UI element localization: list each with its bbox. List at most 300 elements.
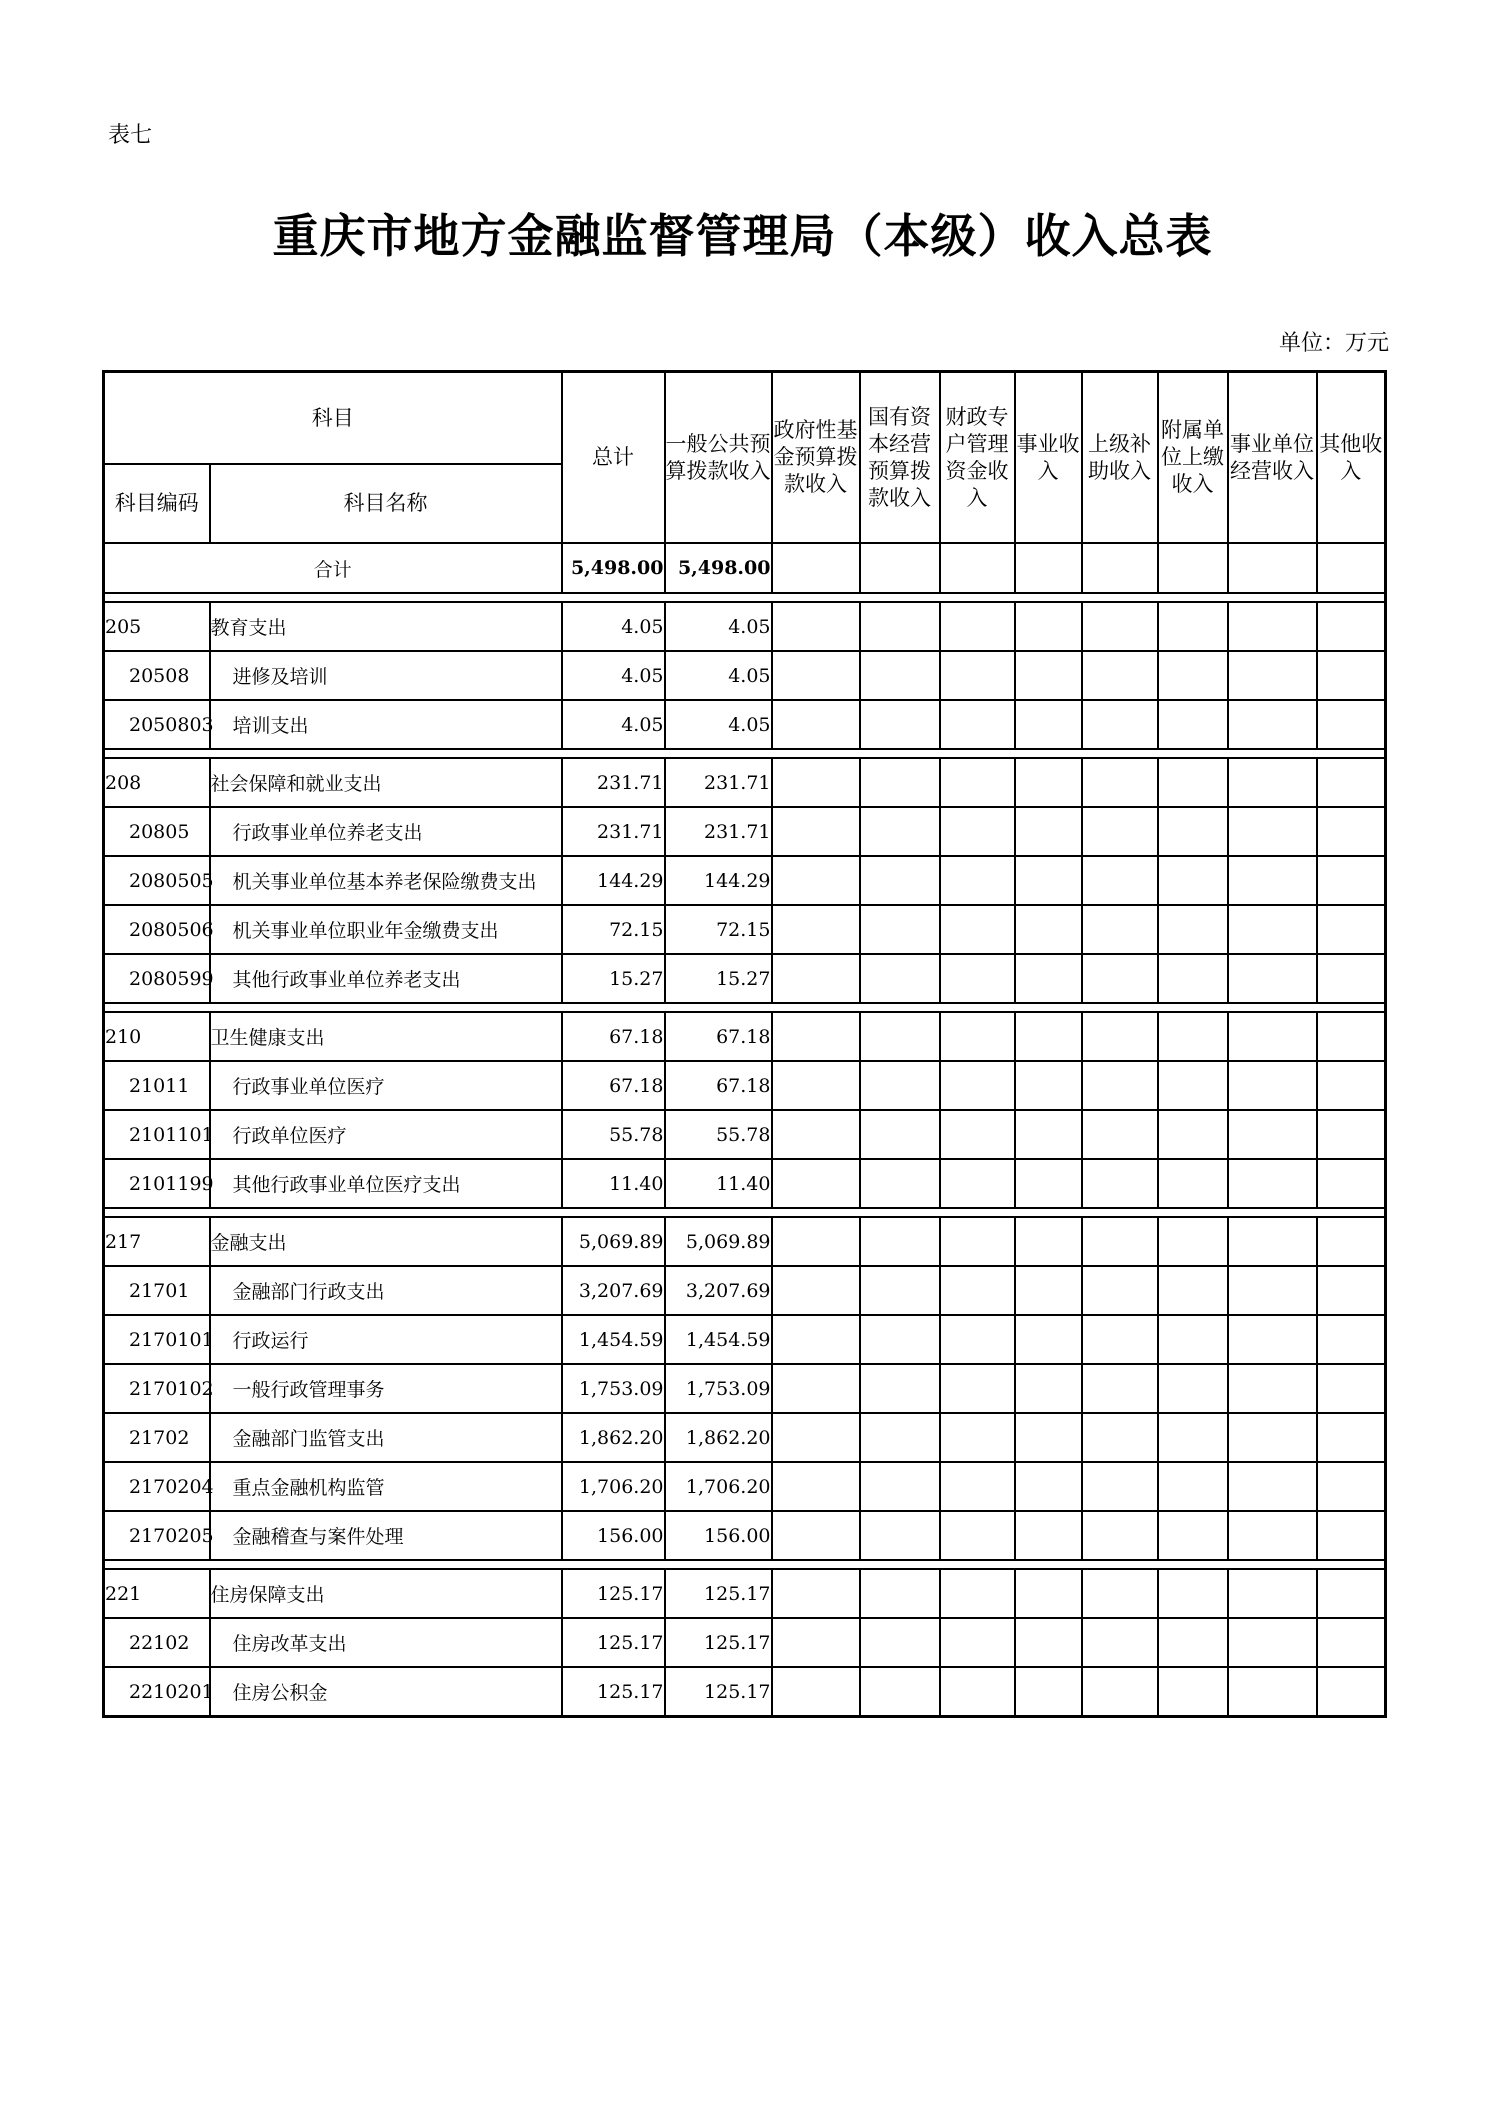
row-total: 72.15 bbox=[562, 905, 665, 954]
empty-cell bbox=[1082, 1569, 1158, 1618]
table-row bbox=[104, 758, 1386, 807]
empty-cell bbox=[1228, 1364, 1317, 1413]
row-code: 21701 bbox=[104, 1266, 210, 1315]
empty-cell bbox=[772, 1012, 860, 1061]
empty-cell bbox=[1317, 700, 1386, 749]
empty-cell bbox=[860, 1012, 940, 1061]
empty-cell bbox=[772, 1462, 860, 1511]
row-general-budget: 1,753.09 bbox=[665, 1364, 772, 1413]
total-label: 合计 bbox=[104, 543, 562, 593]
row-total: 11.40 bbox=[562, 1159, 665, 1208]
row-code: 2170205 bbox=[104, 1511, 210, 1560]
row-code: 21702 bbox=[104, 1413, 210, 1462]
empty-cell bbox=[1015, 651, 1082, 700]
empty-cell bbox=[1158, 1061, 1228, 1110]
row-general-budget: 231.71 bbox=[665, 807, 772, 856]
empty-cell bbox=[1317, 1618, 1386, 1667]
empty-cell bbox=[1228, 1266, 1317, 1315]
row-total: 4.05 bbox=[562, 651, 665, 700]
empty-cell bbox=[1158, 954, 1228, 1003]
empty-cell bbox=[1317, 1462, 1386, 1511]
row-code: 2170204 bbox=[104, 1462, 210, 1511]
row-name: 重点金融机构监管 bbox=[210, 1462, 562, 1511]
row-separator bbox=[104, 1208, 1386, 1217]
row-name: 行政事业单位医疗 bbox=[210, 1061, 562, 1110]
empty-cell bbox=[1158, 1364, 1228, 1413]
table-row bbox=[104, 1217, 1386, 1266]
empty-cell bbox=[1015, 1364, 1082, 1413]
row-general-budget: 4.05 bbox=[665, 700, 772, 749]
empty-cell bbox=[1015, 602, 1082, 651]
empty-cell bbox=[1317, 1364, 1386, 1413]
header-code: 科目编码 bbox=[104, 464, 210, 543]
row-code: 205 bbox=[104, 602, 210, 651]
table-row bbox=[104, 954, 1386, 1003]
empty-cell bbox=[1317, 1569, 1386, 1618]
table-row bbox=[104, 1061, 1386, 1110]
row-total: 67.18 bbox=[562, 1061, 665, 1110]
empty-cell bbox=[1158, 1569, 1228, 1618]
empty-cell bbox=[940, 856, 1015, 905]
row-name: 金融支出 bbox=[210, 1217, 562, 1266]
total-general: 5,498.00 bbox=[665, 543, 772, 593]
empty-cell bbox=[1082, 602, 1158, 651]
empty-cell bbox=[1228, 1012, 1317, 1061]
empty-cell bbox=[772, 1315, 860, 1364]
empty-cell bbox=[1158, 758, 1228, 807]
row-name: 培训支出 bbox=[210, 700, 562, 749]
empty-cell bbox=[1317, 1159, 1386, 1208]
header-total: 总计 bbox=[562, 372, 665, 544]
table-row bbox=[104, 905, 1386, 954]
empty-cell bbox=[940, 1413, 1015, 1462]
empty-cell bbox=[1228, 1159, 1317, 1208]
empty-cell bbox=[1158, 602, 1228, 651]
table-row bbox=[104, 1266, 1386, 1315]
row-total: 1,862.20 bbox=[562, 1413, 665, 1462]
row-general-budget: 125.17 bbox=[665, 1618, 772, 1667]
empty-cell bbox=[1228, 1413, 1317, 1462]
empty-cell bbox=[1082, 954, 1158, 1003]
empty-cell bbox=[1015, 905, 1082, 954]
empty-cell bbox=[1228, 1315, 1317, 1364]
empty-cell bbox=[1317, 1217, 1386, 1266]
table-row bbox=[104, 1462, 1386, 1511]
row-total: 4.05 bbox=[562, 700, 665, 749]
empty-cell bbox=[1082, 807, 1158, 856]
empty-cell bbox=[772, 1511, 860, 1560]
row-code: 22102 bbox=[104, 1618, 210, 1667]
empty-cell bbox=[1082, 1364, 1158, 1413]
empty-cell bbox=[940, 1667, 1015, 1717]
empty-cell bbox=[1015, 1667, 1082, 1717]
row-total: 144.29 bbox=[562, 856, 665, 905]
empty-cell bbox=[1158, 1266, 1228, 1315]
empty-cell bbox=[772, 1618, 860, 1667]
row-total: 15.27 bbox=[562, 954, 665, 1003]
table-row bbox=[104, 1569, 1386, 1618]
row-name: 行政运行 bbox=[210, 1315, 562, 1364]
empty-cell bbox=[860, 1266, 940, 1315]
empty-cell bbox=[1015, 954, 1082, 1003]
row-name: 教育支出 bbox=[210, 602, 562, 651]
empty-cell bbox=[1082, 1266, 1158, 1315]
empty-cell bbox=[1082, 1110, 1158, 1159]
empty-cell bbox=[1015, 1569, 1082, 1618]
empty-cell bbox=[1158, 807, 1228, 856]
empty-cell bbox=[1317, 856, 1386, 905]
empty-cell bbox=[940, 1159, 1015, 1208]
empty-cell bbox=[1015, 807, 1082, 856]
table-row bbox=[104, 1012, 1386, 1061]
row-separator bbox=[104, 1003, 1386, 1012]
empty-cell bbox=[1082, 700, 1158, 749]
row-code: 210 bbox=[104, 1012, 210, 1061]
empty-cell bbox=[772, 1159, 860, 1208]
header-col-9: 其他收入 bbox=[1317, 372, 1386, 544]
table-row bbox=[104, 1110, 1386, 1159]
empty-cell bbox=[1015, 1110, 1082, 1159]
empty-cell bbox=[860, 651, 940, 700]
empty-cell bbox=[1158, 1667, 1228, 1717]
empty-cell bbox=[1015, 1061, 1082, 1110]
empty-cell bbox=[772, 1413, 860, 1462]
empty-cell bbox=[940, 954, 1015, 1003]
header-col-2: 政府性基金预算拨款收入 bbox=[772, 372, 860, 544]
row-general-budget: 231.71 bbox=[665, 758, 772, 807]
row-general-budget: 4.05 bbox=[665, 602, 772, 651]
empty-cell bbox=[860, 1511, 940, 1560]
empty-cell bbox=[1228, 1569, 1317, 1618]
empty-cell bbox=[1158, 856, 1228, 905]
row-code: 2080506 bbox=[104, 905, 210, 954]
row-general-budget: 156.00 bbox=[665, 1511, 772, 1560]
row-general-budget: 55.78 bbox=[665, 1110, 772, 1159]
empty-cell bbox=[860, 954, 940, 1003]
empty-cell bbox=[1015, 1012, 1082, 1061]
table-row bbox=[104, 1413, 1386, 1462]
row-code: 2170101 bbox=[104, 1315, 210, 1364]
empty-cell bbox=[772, 758, 860, 807]
empty-cell bbox=[1082, 1667, 1158, 1717]
row-general-budget: 1,454.59 bbox=[665, 1315, 772, 1364]
table-row bbox=[104, 1159, 1386, 1208]
empty-cell bbox=[1015, 1217, 1082, 1266]
empty-cell bbox=[1015, 1618, 1082, 1667]
empty-cell bbox=[1317, 1266, 1386, 1315]
empty-cell bbox=[772, 1667, 860, 1717]
empty-cell bbox=[940, 651, 1015, 700]
empty-cell bbox=[860, 1217, 940, 1266]
empty-cell bbox=[1015, 1266, 1082, 1315]
row-code: 20805 bbox=[104, 807, 210, 856]
empty-cell bbox=[860, 1618, 940, 1667]
table-row bbox=[104, 1315, 1386, 1364]
empty-cell bbox=[940, 1462, 1015, 1511]
empty-cell bbox=[1158, 1413, 1228, 1462]
empty-cell bbox=[860, 1569, 940, 1618]
empty-cell bbox=[1317, 1110, 1386, 1159]
row-general-budget: 67.18 bbox=[665, 1061, 772, 1110]
row-total: 67.18 bbox=[562, 1012, 665, 1061]
row-general-budget: 4.05 bbox=[665, 651, 772, 700]
empty-cell bbox=[1158, 1159, 1228, 1208]
row-general-budget: 11.40 bbox=[665, 1159, 772, 1208]
row-code: 2101101 bbox=[104, 1110, 210, 1159]
row-name: 社会保障和就业支出 bbox=[210, 758, 562, 807]
row-total: 55.78 bbox=[562, 1110, 665, 1159]
empty-cell bbox=[1317, 954, 1386, 1003]
row-code: 2101199 bbox=[104, 1159, 210, 1208]
empty-cell bbox=[1228, 651, 1317, 700]
row-general-budget: 1,862.20 bbox=[665, 1413, 772, 1462]
empty-cell bbox=[940, 1569, 1015, 1618]
empty-cell bbox=[1082, 1462, 1158, 1511]
empty-cell bbox=[1082, 1618, 1158, 1667]
row-code: 2050803 bbox=[104, 700, 210, 749]
empty-cell bbox=[940, 1266, 1015, 1315]
empty-cell bbox=[772, 651, 860, 700]
empty-cell bbox=[1082, 1315, 1158, 1364]
row-name: 其他行政事业单位医疗支出 bbox=[210, 1159, 562, 1208]
header-col-7: 附属单位上缴收入 bbox=[1158, 372, 1228, 544]
row-general-budget: 125.17 bbox=[665, 1667, 772, 1717]
header-col-4: 财政专户管理资金收入 bbox=[940, 372, 1015, 544]
row-separator bbox=[104, 593, 1386, 602]
empty-cell bbox=[940, 1618, 1015, 1667]
header-col-3: 国有资本经营预算拨款收入 bbox=[860, 372, 940, 544]
empty-cell bbox=[1228, 602, 1317, 651]
empty-cell bbox=[1228, 1110, 1317, 1159]
empty-cell bbox=[1015, 1511, 1082, 1560]
empty-cell bbox=[1082, 1061, 1158, 1110]
row-total: 5,069.89 bbox=[562, 1217, 665, 1266]
row-code: 2080599 bbox=[104, 954, 210, 1003]
empty-cell bbox=[1158, 1110, 1228, 1159]
empty-cell bbox=[1228, 1511, 1317, 1560]
empty-cell bbox=[1317, 905, 1386, 954]
header-col-8: 事业单位经营收入 bbox=[1228, 372, 1317, 544]
empty-cell bbox=[940, 905, 1015, 954]
header-name: 科目名称 bbox=[210, 464, 562, 543]
empty-cell bbox=[860, 856, 940, 905]
empty-cell bbox=[860, 1159, 940, 1208]
table-row bbox=[104, 1364, 1386, 1413]
row-name: 机关事业单位职业年金缴费支出 bbox=[210, 905, 562, 954]
empty-cell bbox=[1317, 1061, 1386, 1110]
empty-cell bbox=[940, 1364, 1015, 1413]
empty-cell bbox=[1228, 807, 1317, 856]
table-row bbox=[104, 1667, 1386, 1717]
row-name: 行政单位医疗 bbox=[210, 1110, 562, 1159]
row-name: 住房公积金 bbox=[210, 1667, 562, 1717]
total-row bbox=[104, 543, 1386, 593]
row-code: 20508 bbox=[104, 651, 210, 700]
empty-cell bbox=[1317, 758, 1386, 807]
empty-cell bbox=[1158, 1315, 1228, 1364]
row-code: 2080505 bbox=[104, 856, 210, 905]
empty-cell bbox=[1228, 1667, 1317, 1717]
header-col-1: 一般公共预算拨款收入 bbox=[665, 372, 772, 544]
row-total: 125.17 bbox=[562, 1618, 665, 1667]
row-separator bbox=[104, 749, 1386, 758]
empty-cell bbox=[1158, 651, 1228, 700]
table-row bbox=[104, 1618, 1386, 1667]
table-number: 表七 bbox=[108, 123, 153, 148]
empty-cell bbox=[1317, 602, 1386, 651]
row-code: 2210201 bbox=[104, 1667, 210, 1717]
row-code: 217 bbox=[104, 1217, 210, 1266]
empty-cell bbox=[860, 807, 940, 856]
empty-cell bbox=[860, 1667, 940, 1717]
empty-cell bbox=[1158, 1012, 1228, 1061]
empty-cell bbox=[1317, 807, 1386, 856]
empty-cell bbox=[1228, 1618, 1317, 1667]
empty-cell bbox=[940, 1511, 1015, 1560]
row-total: 156.00 bbox=[562, 1511, 665, 1560]
empty-cell bbox=[1082, 1511, 1158, 1560]
total-value: 5,498.00 bbox=[562, 543, 665, 593]
empty-cell bbox=[860, 700, 940, 749]
empty-cell bbox=[1082, 1159, 1158, 1208]
row-code: 2170102 bbox=[104, 1364, 210, 1413]
empty-cell bbox=[1082, 856, 1158, 905]
empty-cell bbox=[1228, 700, 1317, 749]
empty-cell bbox=[860, 1413, 940, 1462]
empty-cell bbox=[772, 1364, 860, 1413]
empty-cell bbox=[1082, 1012, 1158, 1061]
row-name: 一般行政管理事务 bbox=[210, 1364, 562, 1413]
empty-cell bbox=[772, 905, 860, 954]
empty-cell bbox=[860, 1110, 940, 1159]
empty-cell bbox=[1228, 1061, 1317, 1110]
table-row bbox=[104, 856, 1386, 905]
empty-cell bbox=[1317, 1413, 1386, 1462]
empty-cell bbox=[772, 807, 860, 856]
empty-cell bbox=[1228, 758, 1317, 807]
header-col-6: 上级补助收入 bbox=[1082, 372, 1158, 544]
empty-cell bbox=[860, 758, 940, 807]
empty-cell bbox=[1158, 1618, 1228, 1667]
empty-cell bbox=[860, 602, 940, 651]
row-total: 4.05 bbox=[562, 602, 665, 651]
empty-cell bbox=[772, 1217, 860, 1266]
table-row bbox=[104, 651, 1386, 700]
empty-cell bbox=[1015, 1315, 1082, 1364]
empty-cell bbox=[940, 700, 1015, 749]
empty-cell bbox=[772, 1061, 860, 1110]
header-col-5: 事业收入 bbox=[1015, 372, 1082, 544]
row-name: 金融部门行政支出 bbox=[210, 1266, 562, 1315]
table-row bbox=[104, 1511, 1386, 1560]
empty-cell bbox=[1317, 1511, 1386, 1560]
row-code: 21011 bbox=[104, 1061, 210, 1110]
row-name: 卫生健康支出 bbox=[210, 1012, 562, 1061]
empty-cell bbox=[772, 856, 860, 905]
empty-cell bbox=[860, 1462, 940, 1511]
empty-cell bbox=[940, 1217, 1015, 1266]
empty-cell bbox=[1158, 1511, 1228, 1560]
row-general-budget: 15.27 bbox=[665, 954, 772, 1003]
empty-cell bbox=[1317, 1315, 1386, 1364]
row-general-budget: 72.15 bbox=[665, 905, 772, 954]
row-name: 金融部门监管支出 bbox=[210, 1413, 562, 1462]
empty-cell bbox=[1317, 651, 1386, 700]
row-total: 125.17 bbox=[562, 1667, 665, 1717]
empty-cell bbox=[772, 602, 860, 651]
page-title: 重庆市地方金融监督管理局（本级）收入总表 bbox=[272, 209, 1213, 263]
row-general-budget: 3,207.69 bbox=[665, 1266, 772, 1315]
row-total: 1,753.09 bbox=[562, 1364, 665, 1413]
row-name: 住房改革支出 bbox=[210, 1618, 562, 1667]
table-row bbox=[104, 602, 1386, 651]
empty-cell bbox=[1015, 1159, 1082, 1208]
empty-cell bbox=[772, 1110, 860, 1159]
empty-cell bbox=[1228, 954, 1317, 1003]
empty-cell bbox=[1228, 1462, 1317, 1511]
row-name: 行政事业单位养老支出 bbox=[210, 807, 562, 856]
empty-cell bbox=[1228, 1217, 1317, 1266]
empty-cell bbox=[1228, 856, 1317, 905]
empty-cell bbox=[1082, 651, 1158, 700]
empty-cell bbox=[940, 1061, 1015, 1110]
row-general-budget: 125.17 bbox=[665, 1569, 772, 1618]
empty-cell bbox=[1158, 1217, 1228, 1266]
empty-cell bbox=[860, 1364, 940, 1413]
row-name: 其他行政事业单位养老支出 bbox=[210, 954, 562, 1003]
empty-cell bbox=[1228, 905, 1317, 954]
empty-cell bbox=[1082, 905, 1158, 954]
row-total: 3,207.69 bbox=[562, 1266, 665, 1315]
income-table bbox=[102, 370, 1387, 1718]
empty-cell bbox=[1015, 700, 1082, 749]
empty-cell bbox=[940, 1315, 1015, 1364]
empty-cell bbox=[772, 1266, 860, 1315]
empty-cell bbox=[860, 1061, 940, 1110]
unit-label: 单位：万元 bbox=[1278, 331, 1389, 356]
empty-cell bbox=[1015, 856, 1082, 905]
empty-cell bbox=[860, 905, 940, 954]
empty-cell bbox=[772, 1569, 860, 1618]
empty-cell bbox=[1158, 1462, 1228, 1511]
header-subject: 科目 bbox=[104, 372, 562, 465]
row-general-budget: 1,706.20 bbox=[665, 1462, 772, 1511]
empty-cell bbox=[1015, 1413, 1082, 1462]
empty-cell bbox=[1158, 700, 1228, 749]
empty-cell bbox=[940, 602, 1015, 651]
empty-cell bbox=[1082, 758, 1158, 807]
empty-cell bbox=[1082, 1217, 1158, 1266]
table-row bbox=[104, 700, 1386, 749]
row-name: 进修及培训 bbox=[210, 651, 562, 700]
empty-cell bbox=[1158, 905, 1228, 954]
row-total: 231.71 bbox=[562, 758, 665, 807]
empty-cell bbox=[1015, 1462, 1082, 1511]
row-name: 机关事业单位基本养老保险缴费支出 bbox=[210, 856, 562, 905]
row-name: 金融稽查与案件处理 bbox=[210, 1511, 562, 1560]
row-name: 住房保障支出 bbox=[210, 1569, 562, 1618]
empty-cell bbox=[1317, 1012, 1386, 1061]
row-total: 1,454.59 bbox=[562, 1315, 665, 1364]
empty-cell bbox=[940, 1012, 1015, 1061]
table-row bbox=[104, 807, 1386, 856]
row-total: 1,706.20 bbox=[562, 1462, 665, 1511]
row-general-budget: 67.18 bbox=[665, 1012, 772, 1061]
empty-cell bbox=[1317, 1667, 1386, 1717]
empty-cell bbox=[940, 807, 1015, 856]
empty-cell bbox=[860, 1315, 940, 1364]
empty-cell bbox=[1082, 1413, 1158, 1462]
